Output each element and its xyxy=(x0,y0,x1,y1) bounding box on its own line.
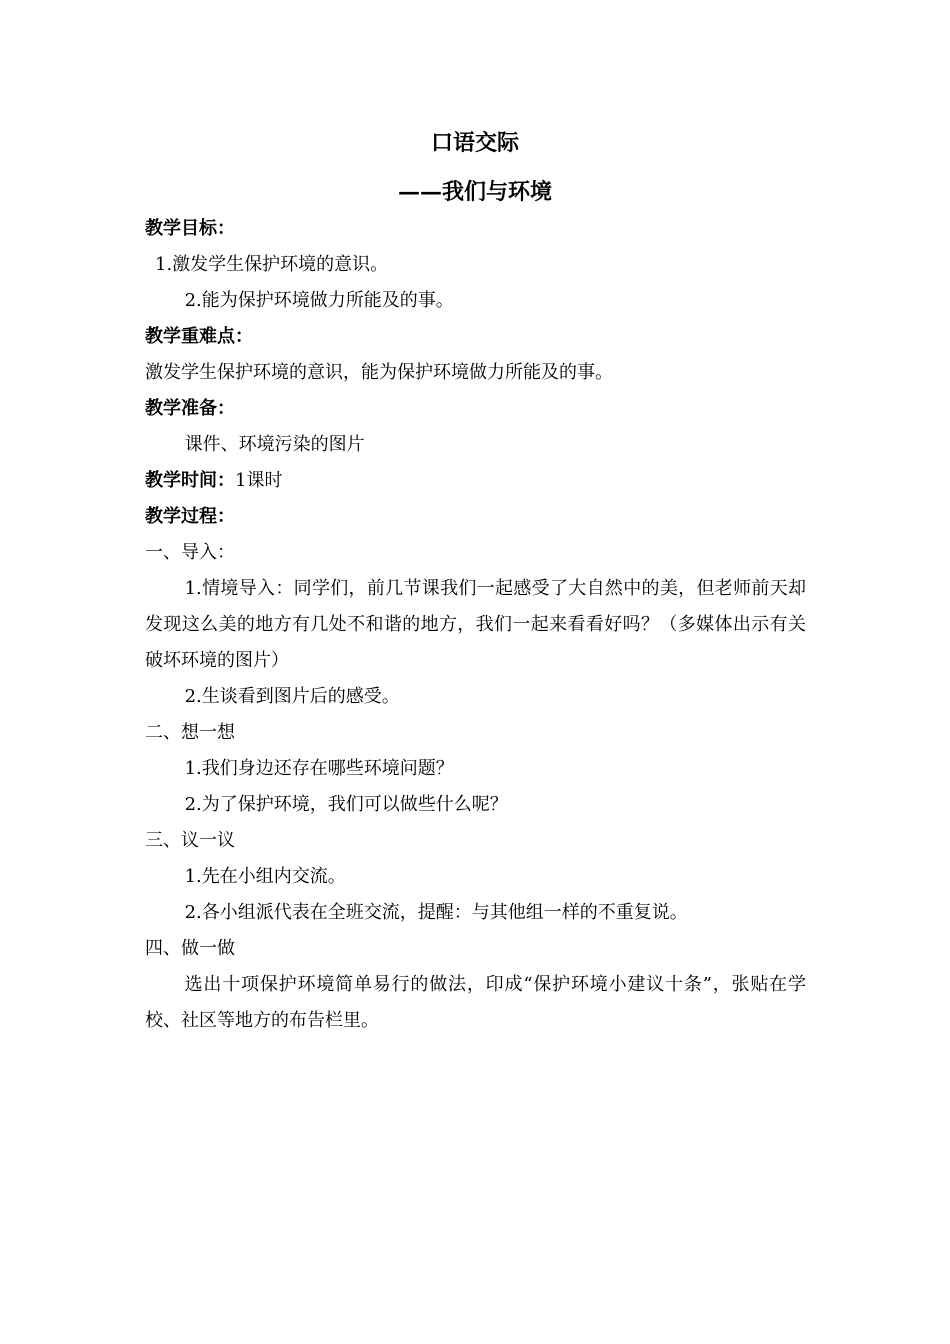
preparation-heading: 教学准备： xyxy=(145,398,235,419)
section-title: 二、想一想 xyxy=(145,722,235,743)
preparation-text: 课件、环境污染的图片 xyxy=(184,434,365,455)
key-points-text: 激发学生保护环境的意识，能为保护环境做力所能及的事。 xyxy=(145,362,613,383)
section-title: 三、议一议 xyxy=(145,830,235,851)
section-item: 1.我们身边还存在哪些环境问题？ xyxy=(184,758,454,779)
time-heading: 教学时间： xyxy=(145,470,235,491)
time-line xyxy=(145,463,806,499)
document-title: 口语交际 xyxy=(430,130,519,156)
section-item: 2.生谈看到图片后的感受。 xyxy=(184,686,400,707)
section-item: 1.情境导入：同学们，前几节课我们一起感受了大自然中的美，但老师前天却发现这么美的地方有几处不和谐的地方，我们一起来看看好吗？（多媒体出示有关破坏环境的图片） xyxy=(145,578,806,671)
objective-item: 2.能为保护环境做力所能及的事。 xyxy=(184,290,454,311)
section-item: 1.先在小组内交流。 xyxy=(184,866,346,887)
document-subtitle: ——我们与环境 xyxy=(397,179,552,205)
section-title: 一、导入： xyxy=(145,542,235,563)
section-title: 四、做一做 xyxy=(145,938,235,959)
process-heading: 教学过程： xyxy=(145,506,235,527)
objectives-heading: 教学目标： xyxy=(145,218,235,239)
section-item: 2.为了保护环境，我们可以做些什么呢？ xyxy=(184,794,508,815)
section-item: 选出十项保护环境简单易行的做法，印成“保护环境小建议十条”，张贴在学校、社区等地方的布告栏里。 xyxy=(145,974,806,1031)
section-item: 2.各小组派代表在全班交流，提醒：与其他组一样的不重复说。 xyxy=(184,902,688,923)
document-body xyxy=(145,211,806,1039)
key-points-heading: 教学重难点： xyxy=(145,326,253,347)
time-text: 1课时 xyxy=(235,470,283,491)
objective-item: 1.激发学生保护环境的意识。 xyxy=(155,254,389,275)
